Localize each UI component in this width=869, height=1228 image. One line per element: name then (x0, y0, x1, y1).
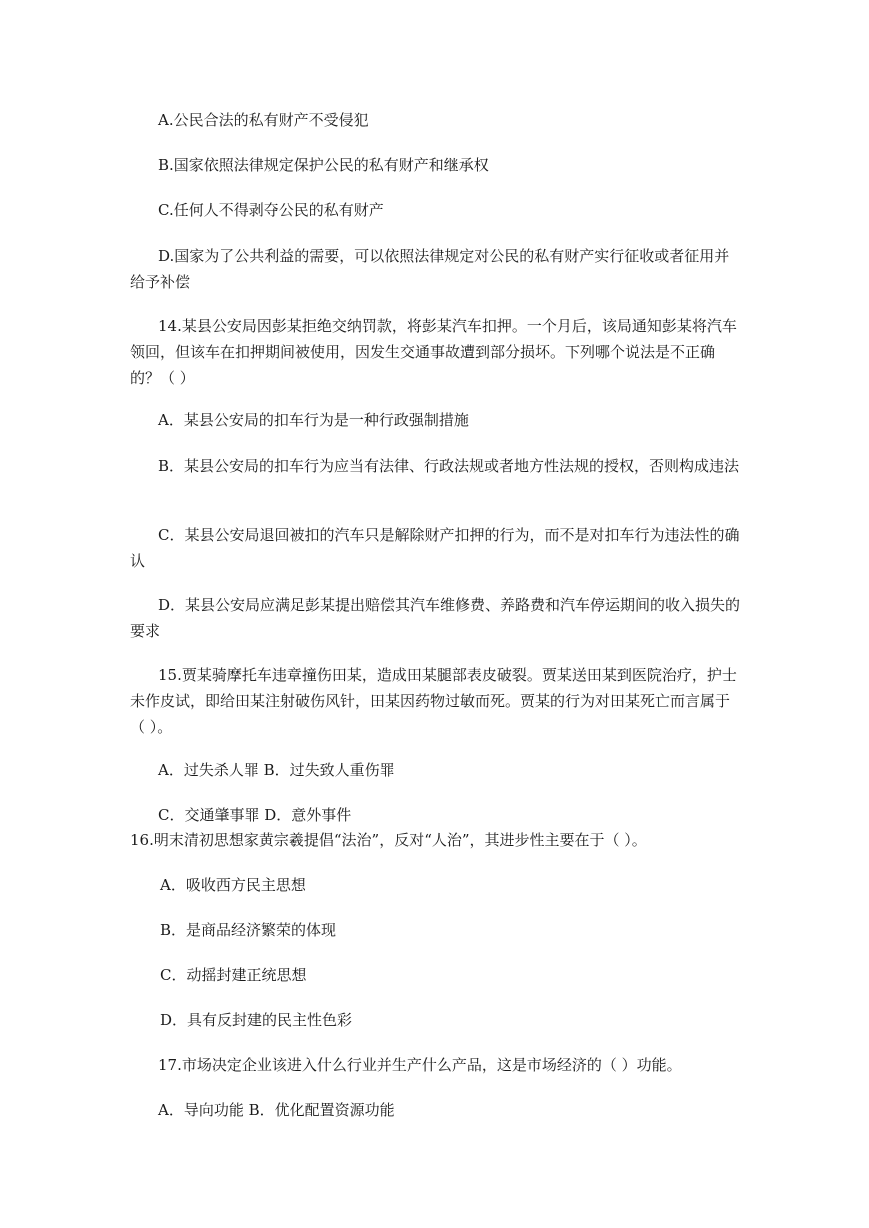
q14-option-c: C．某县公安局退回被扣的汽车只是解除财产扣押的行为，而不是对扣车行为违法性的确认 (130, 526, 740, 570)
q15-stem: 15.贾某骑摩托车违章撞伤田某，造成田某腿部表皮破裂。贾某送田某到医院治疗，护士未作皮试，即给田某注射破伤风针，田某因药物过敏而死。贾某的行为对田某死亡而言属于（ ）。 (130, 666, 737, 736)
q16-option-a: A．吸收西方民主思想 (160, 876, 306, 894)
q14-option-b: B．某县公安局的扣车行为应当有法律、行政法规或者地方性法规的授权，否则构成违法 (158, 457, 740, 475)
q16-option-c: C．动摇封建正统思想 (160, 966, 307, 984)
q14-option-d: D．某县公安局应满足彭某提出赔偿其汽车维修费、养路费和汽车停运期间的收入损失的要求 (130, 596, 741, 640)
q13-option-a: A.公民合法的私有财产不受侵犯 (158, 111, 369, 129)
q13-option-b: B.国家依照法律规定保护公民的私有财产和继承权 (158, 156, 489, 174)
q14-option-a: A．某县公安局的扣车行为是一种行政强制措施 (158, 411, 469, 429)
q15-options-cd: C．交通肇事罪 D．意外事件 (158, 806, 352, 824)
q17-options-ab: A．导向功能 B．优化配置资源功能 (158, 1101, 395, 1119)
q14-stem: 14.某县公安局因彭某拒绝交纳罚款，将彭某汽车扣押。一个月后，该局通知彭某将汽车领回，但该车在扣押期间被使用，因发生交通事故遭到部分损坏。下列哪个说法是不正确的？（ ） (130, 317, 737, 387)
q17-stem: 17.市场决定企业该进入什么行业并生产什么产品，这是市场经济的（ ）功能。 (158, 1056, 682, 1074)
q13-option-c: C.任何人不得剥夺公民的私有财产 (158, 201, 384, 219)
q16-option-b: B．是商品经济繁荣的体现 (160, 921, 337, 939)
q13-option-d: D.国家为了公共利益的需要，可以依照法律规定对公民的私有财产实行征收或者征用并给予补偿 (130, 247, 730, 291)
q15-options-ab: A．过失杀人罪 B．过失致人重伤罪 (158, 761, 395, 779)
q16-option-d: D．具有反封建的民主性色彩 (160, 1011, 353, 1029)
q16-stem: 16.明末清初思想家黄宗羲提倡“法治”，反对“人治”，其进步性主要在于（ ）。 (130, 831, 647, 849)
